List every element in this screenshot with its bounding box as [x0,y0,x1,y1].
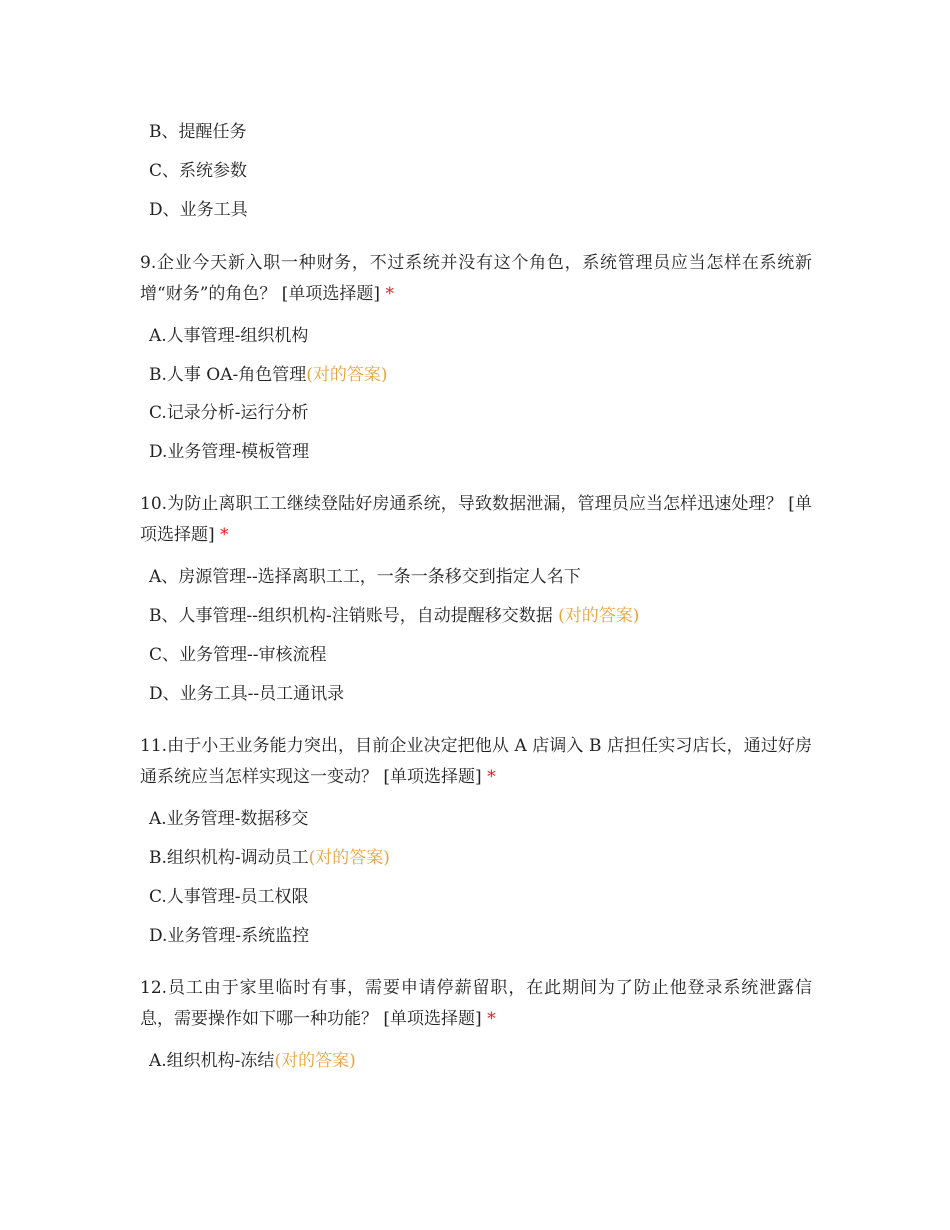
question-12: 12.员工由于家里临时有事，需要申请停薪留职，在此期间为了防止他登录系统泄露信息，需要操作如下哪一种功能？ [单项选择题] * [140,978,812,1029]
correct-answer-tag: (对的答案) [306,365,388,385]
q9-option-d: D.业务管理-模板管理 [149,442,310,462]
q10-option-d: D、业务工具--员工通讯录 [149,684,345,704]
correct-answer-tag: (对的答案) [558,606,640,626]
required-star: * [385,284,394,304]
option-c: C、系统参数 [149,161,248,181]
required-star: * [487,767,496,787]
correct-answer-tag: (对的答案) [274,1051,356,1071]
correct-answer-tag: (对的答案) [308,848,390,868]
option-d: D、业务工具 [149,200,248,220]
required-star: * [487,1009,496,1029]
q11-option-a: A.业务管理-数据移交 [149,809,309,829]
q10-option-b: B、人事管理--组织机构-注销账号，自动提醒移交数据 (对的答案) [149,606,640,626]
q11-option-b: B.组织机构-调动员工(对的答案) [149,848,390,868]
q9-option-c: C.记录分析-运行分析 [149,403,309,423]
q9-option-b: B.人事 OA-角色管理(对的答案) [149,365,388,385]
option-b: B、提醒任务 [149,122,247,142]
q11-option-c: C.人事管理-员工权限 [149,887,309,907]
q9-option-a: A.人事管理-组织机构 [149,326,309,346]
q12-option-a: A.组织机构-冻结(对的答案) [149,1051,356,1071]
question-10: 10.为防止离职工工继续登陆好房通系统，导致数据泄漏，管理员应当怎样迅速处理？ [单项选择题] * [140,494,812,545]
q10-option-c: C、业务管理--审核流程 [149,645,327,665]
q10-option-a: A、房源管理--选择离职工工，一条一条移交到指定人名下 [149,567,581,587]
required-star: * [220,525,229,545]
question-11: 11.由于小王业务能力突出，目前企业决定把他从 A 店调入 B 店担任实习店长，通过好房通系统应当怎样实现这一变动？ [单项选择题] * [140,736,812,787]
q11-option-d: D.业务管理-系统监控 [149,926,310,946]
question-9: 9.企业今天新入职一种财务，不过系统并没有这个角色，系统管理员应当怎样在系统新增“财务”的角色？ [单项选择题] * [140,253,812,304]
